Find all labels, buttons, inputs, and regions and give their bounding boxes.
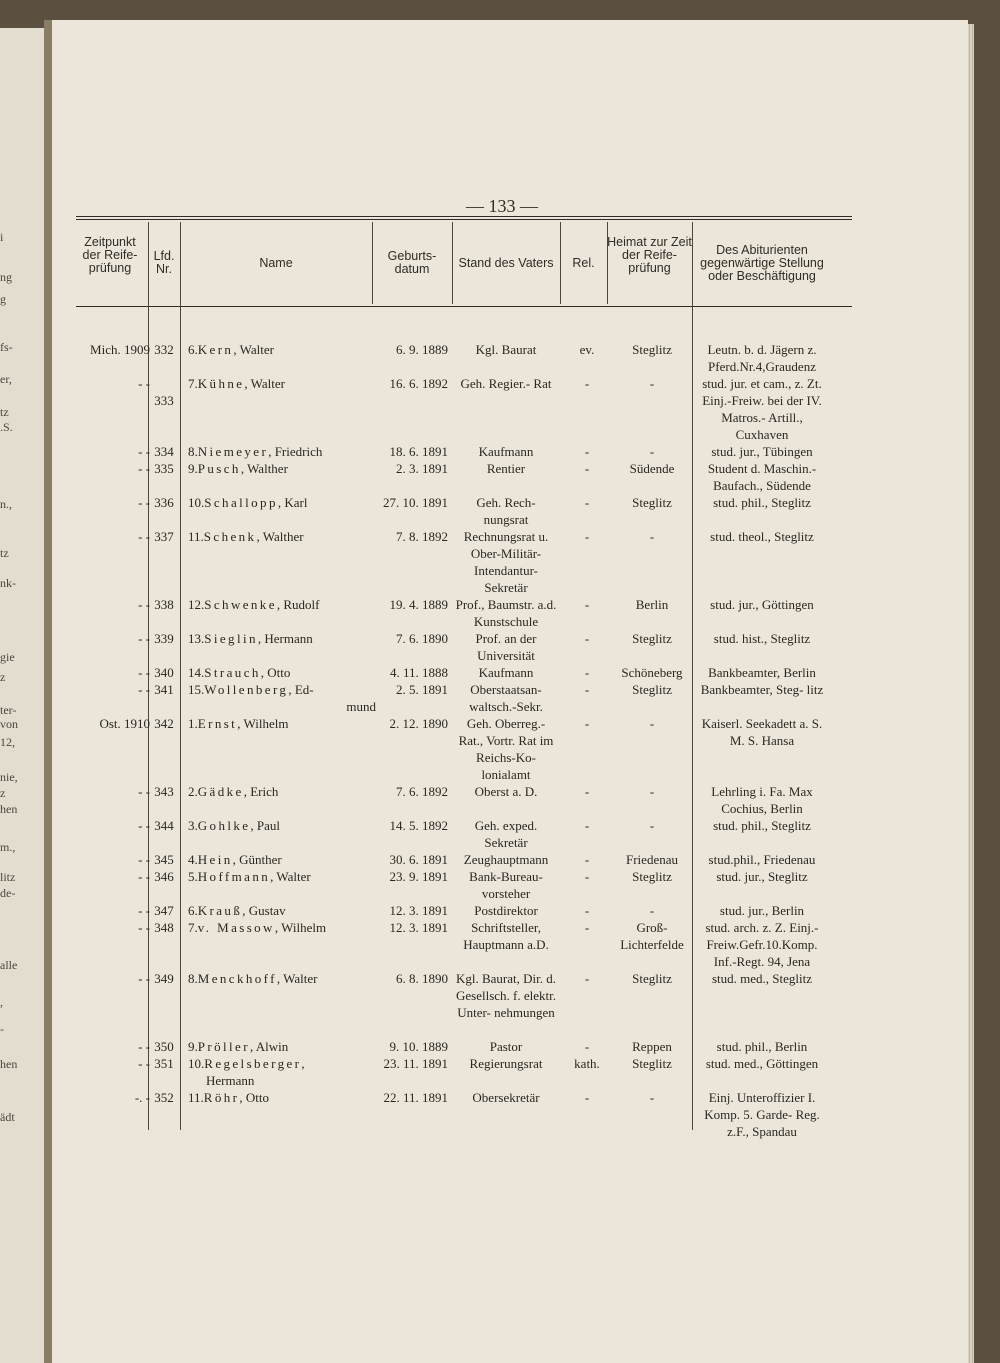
cell-stand-des-vaters: Rentier [486,461,526,476]
cell-geburtsdatum: 27. 10. 1891 [383,495,448,510]
cell-lfd-nr: 343 [154,784,174,799]
name-index: 4. [188,852,198,867]
surname: Kern [197,342,234,357]
cell-stellung: stud. phil., Steglitz [713,818,811,833]
given-name: , Wilhelm [274,920,327,935]
given-name: , Otto [260,665,291,680]
cell-geburtsdatum: 7. 6. 1890 [396,631,448,646]
left-page-fragment: hen [0,802,18,816]
cell-heimat: Reppen [632,1039,672,1054]
cell-zeitpunkt: - - [138,852,150,867]
surname: Röhr [203,1090,240,1105]
given-name: , Walther [256,529,304,544]
given-name: , Walter [233,342,274,357]
col-sep-3 [372,222,373,304]
cell-geburtsdatum: 12. 3. 1891 [389,903,448,918]
cell-zeitpunkt: - - [138,971,150,986]
cell-heimat: Steglitz [632,682,672,697]
name-index: 15. [188,682,205,697]
cell-geburtsdatum: 6. 8. 1890 [396,971,448,986]
cell-religion: kath. [574,1056,600,1071]
name-index: 9. [188,461,198,476]
name-index: 7. [188,920,198,935]
left-page-fragment: nie, [0,770,18,784]
cell-stand-des-vaters: Prof., Baumstr. a.d. Kunstschule [455,597,557,629]
cell-geburtsdatum: 9. 10. 1889 [389,1039,448,1054]
left-page-fragment: z [0,786,6,800]
name-index: 3. [188,818,198,833]
given-name: , Walter [244,376,286,391]
name-index: 11. [188,529,204,544]
cell-zeitpunkt: Mich. 1909 [90,342,150,357]
cell-stellung: stud. jur., Steglitz [716,869,808,884]
header-geburtsdatum: Geburts-datum [387,249,437,277]
cell-zeitpunkt: -. - [134,1090,150,1105]
cell-heimat: - [649,903,655,918]
cell-heimat: Steglitz [632,342,672,357]
cell-stand-des-vaters: Prof. an der Universität [475,631,537,663]
cell-religion: - [584,461,590,476]
col-sep-7 [692,222,693,1130]
cell-stellung: Leutn. b. d. Jägern z. Pferd.Nr.4,Graudenz [707,342,817,374]
cell-stand-des-vaters: Schriftsteller, Hauptmann a.D. [463,920,549,952]
cell-zeitpunkt: Ost. 1910 [99,716,150,731]
cell-geburtsdatum: 30. 6. 1891 [389,852,448,867]
surname: Regelsberger [204,1056,302,1071]
cell-religion: - [584,1039,590,1054]
cell-heimat: Schöneberg [621,665,683,680]
cell-name [188,664,376,681]
cell-heimat: - [649,444,655,459]
cell-stellung: stud. jur., Tübingen [711,444,813,459]
given-name-continued: mund [346,699,376,714]
given-name: , Karl [277,495,308,510]
surname: Strauch [204,665,261,680]
surname: v. Massow [197,920,275,935]
cell-zeitpunkt: - - [138,1039,150,1054]
cell-religion: - [584,631,590,646]
name-index: 12. [188,597,205,612]
name-index: 8. [188,444,198,459]
left-page-fragment: ter- [0,703,17,717]
cell-name [188,460,376,477]
cell-lfd-nr: 344 [154,818,174,833]
surname: Krauß [197,903,243,918]
cell-geburtsdatum: 7. 8. 1892 [396,529,448,544]
cell-stand-des-vaters: Geh. Rech- nungsrat [476,495,536,527]
cell-lfd-nr: 339 [154,631,174,646]
left-page-fragment: - [0,1022,4,1036]
cell-lfd-nr: 349 [154,971,174,986]
cell-religion: - [584,444,590,459]
cell-stellung: stud. med., Göttingen [705,1056,819,1071]
cell-zeitpunkt: - - [138,631,150,646]
cell-lfd-nr: 340 [154,665,174,680]
cell-stellung: Einj. Unteroffizier I. Komp. 5. Garde- Reg. z.F., Spandau [704,1090,820,1139]
header-heimat: Heimat zur Zeit der Reife-prüfung [607,235,692,276]
cell-stand-des-vaters: Kaufmann [478,444,534,459]
cell-geburtsdatum: 7. 6. 1892 [396,784,448,799]
cell-name [188,443,376,460]
surname: Schenk [203,529,257,544]
cell-heimat: - [649,529,655,544]
cell-heimat: Steglitz [632,631,672,646]
cell-name [188,783,376,800]
cell-stellung: Bankbeamter, Steg- litz [700,682,824,697]
cell-stand-des-vaters: Pastor [489,1039,523,1054]
cell-heimat: Steglitz [632,971,672,986]
surname: Pröller [197,1039,250,1054]
left-page-fragment: tz [0,405,9,419]
cell-lfd-nr: 341 [154,682,174,697]
cell-zeitpunkt: - - [138,461,150,476]
name-index: 10. [188,1056,205,1071]
cell-stellung: Student d. Maschin.- Baufach., Südende [707,461,817,493]
cell-stellung: stud. hist., Steglitz [713,631,811,646]
cell-geburtsdatum: 4. 11. 1888 [389,665,448,680]
cell-heimat: Steglitz [632,1056,672,1071]
surname: Niemeyer [197,444,269,459]
col-sep-2 [180,222,181,1130]
cell-religion: - [584,682,590,697]
given-name: , Walter [270,869,311,884]
cell-stand-des-vaters: Rechnungsrat u. Ober-Militär- Intendantur- Sekretär [463,529,549,595]
cell-stand-des-vaters: Geh. Oberreg.- Rat., Vortr. Rat im Reichs-Ko- lonialamt [458,716,554,782]
cell-lfd-nr: 333 [154,393,174,408]
cell-zeitpunkt: - - [138,1056,150,1071]
surname: Gohlke [197,818,251,833]
cell-zeitpunkt: - - [138,920,150,935]
given-name: , [301,1056,305,1071]
cell-geburtsdatum: 23. 11. 1891 [383,1056,448,1071]
cell-stand-des-vaters: Kaufmann [478,665,534,680]
cell-lfd-nr: 337 [154,529,174,544]
cell-religion: - [584,376,590,391]
cell-religion: - [584,818,590,833]
cell-stellung: stud. med., Steglitz [711,971,813,986]
cell-stand-des-vaters: Kgl. Baurat, Dir. d. Gesellsch. f. elektr. Unter- nehmungen [455,971,556,1020]
cell-geburtsdatum: 18. 6. 1891 [389,444,448,459]
surname: Schallopp [204,495,278,510]
name-index: 10. [188,495,205,510]
cell-stellung: stud. arch. z. Z. Einj.- Freiw.Gefr.10.Komp. Inf.-Regt. 94, Jena [705,920,819,969]
cell-geburtsdatum: 2. 5. 1891 [396,682,448,697]
cell-zeitpunkt: - - [138,376,150,391]
name-index: 6. [188,903,198,918]
cell-stand-des-vaters: Postdirektor [474,903,538,918]
left-page-fragment: von [0,717,18,731]
cell-name [188,902,376,919]
cell-name [188,919,376,936]
given-name: , Gustav [242,903,286,918]
cell-stellung: stud. jur., Göttingen [710,597,814,612]
cell-name [188,596,376,613]
cell-zeitpunkt: - - [138,903,150,918]
header-abiturienten: Des Abiturienten gegenwärtige Stellung oder Beschäftigung [700,243,824,284]
cell-stellung: Kaiserl. Seekadett a. S. M. S. Hansa [701,716,823,748]
left-page-fragment: hen [0,1057,18,1071]
left-page-fragment: gie [0,650,15,664]
name-index: 1. [188,716,198,731]
cell-geburtsdatum: 22. 11. 1891 [383,1090,448,1105]
cell-geburtsdatum: 2. 3. 1891 [396,461,448,476]
cell-lfd-nr: 348 [154,920,174,935]
cell-religion: - [584,716,590,731]
cell-geburtsdatum: 19. 4. 1889 [389,597,448,612]
left-page-fragment: nk- [0,576,16,590]
cell-lfd-nr: 335 [154,461,174,476]
cell-name [188,494,376,511]
left-page-fragment: n., [0,497,12,511]
page [52,20,968,1363]
cell-religion: - [584,852,590,867]
cell-heimat: Groß- Lichterfelde [620,920,684,952]
cell-stellung: stud. theol., Steglitz [710,529,814,544]
left-page-fragment: g [0,292,6,306]
cell-name [188,1055,376,1089]
cell-geburtsdatum: 2. 12. 1890 [389,716,448,731]
cell-stellung: stud.phil., Friedenau [708,852,816,867]
given-name: , Günther [232,852,282,867]
surname: Gädke [197,784,244,799]
given-name: , Wilhelm [237,716,289,731]
name-index: 9. [188,1039,198,1054]
cell-stellung: Lehrling i. Fa. Max Cochius, Berlin [711,784,813,816]
cell-stand-des-vaters: Bank-Bureau- vorsteher [469,869,543,901]
surname: Menckhoff [197,971,277,986]
cell-lfd-nr: 336 [154,495,174,510]
surname: Hoffmann [197,869,271,884]
name-index: 7. [188,376,198,391]
cell-stellung: stud. jur. et cam., z. Zt. Einj.-Freiw. bei der IV. Matros.- Artill., Cuxhaven [702,376,822,442]
top-rule-2 [76,219,852,220]
cell-stellung: Bankbeamter, Berlin [708,665,816,680]
cell-name [188,528,376,545]
given-name: , Paul [250,818,281,833]
cell-heimat: Südende [629,461,675,476]
surname: Hein [197,852,233,867]
cell-stand-des-vaters: Oberst a. D. [474,784,538,799]
cell-religion: ev. [579,342,595,357]
cell-zeitpunkt: - - [138,784,150,799]
cell-lfd-nr: 346 [154,869,174,884]
left-page-fragment: ädt [0,1110,15,1124]
cell-stand-des-vaters: Oberstaatsan- waltsch.-Sekr. [469,682,543,714]
cell-stand-des-vaters: Regierungsrat [469,1056,543,1071]
top-rule [76,216,852,217]
header-rule [76,306,852,307]
left-page-fragment: .S. [0,420,13,434]
header-lfd-nr: Lfd. Nr. [153,249,175,277]
cell-religion: - [584,495,590,510]
cell-religion: - [584,920,590,935]
header-stand: Stand des Vaters [458,256,554,270]
cell-geburtsdatum: 6. 9. 1889 [396,342,448,357]
cell-lfd-nr: 351 [154,1056,174,1071]
cell-heimat: Steglitz [632,495,672,510]
cell-stand-des-vaters: Geh. exped. Sekretär [474,818,538,850]
cell-religion: - [584,903,590,918]
cell-lfd-nr: 342 [154,716,174,731]
cell-name [188,341,376,358]
cell-heimat: Berlin [635,597,669,612]
cell-stellung: stud. phil., Steglitz [713,495,811,510]
left-page-fragment: de- [0,886,16,900]
name-index: 11. [188,1090,204,1105]
cell-name [188,715,376,732]
cell-heimat: Friedenau [626,852,678,867]
cell-geburtsdatum: 16. 6. 1892 [389,376,448,391]
left-page-fragment: fs- [0,340,13,354]
cell-lfd-nr: 350 [154,1039,174,1054]
left-page-fragment: er, [0,372,12,386]
cell-heimat: Steglitz [632,869,672,884]
cell-zeitpunkt: - - [138,597,150,612]
left-page-fragment: , [0,995,3,1009]
cell-geburtsdatum: 23. 9. 1891 [389,869,448,884]
cell-lfd-nr: 347 [154,903,174,918]
given-name: , Walther [240,461,288,476]
cell-zeitpunkt: - - [138,682,150,697]
given-name: , Hermann [257,631,313,646]
cell-stand-des-vaters: Geh. Regier.- Rat [460,376,552,391]
cell-name [188,681,376,715]
cell-zeitpunkt: - - [138,495,150,510]
cell-name [188,1089,376,1106]
left-page-fragment: 12, [0,735,15,749]
cell-heimat: - [649,376,655,391]
cell-heimat: - [649,818,655,833]
cell-name [188,630,376,647]
cell-lfd-nr: 352 [154,1090,174,1105]
left-page-fragment: z [0,670,6,684]
given-name: , Alwin [249,1039,289,1054]
cell-lfd-nr: 338 [154,597,174,612]
name-index: 14. [188,665,205,680]
header-zeitpunkt: Zeitpunkt der Reife-prüfung [82,235,138,276]
name-index: 2. [188,784,198,799]
cell-zeitpunkt: - - [138,444,150,459]
header-rel: Rel. [572,256,595,270]
given-name: , Ed- [288,682,314,697]
cell-stellung: stud. phil., Berlin [716,1039,808,1054]
cell-name [188,868,376,885]
surname: Sieglin [204,631,258,646]
name-index: 8. [188,971,198,986]
given-name-continued: Hermann [206,1073,255,1088]
cell-religion: - [584,971,590,986]
left-page-fragment: m., [0,840,16,854]
cell-name [188,851,376,868]
cell-lfd-nr: 345 [154,852,174,867]
given-name: , Rudolf [276,597,320,612]
cell-name [188,1038,376,1055]
name-index: 6. [188,342,198,357]
cell-lfd-nr: 334 [154,444,174,459]
left-page-fragment: i [0,230,4,244]
cell-religion: - [584,1090,590,1105]
name-index: 13. [188,631,205,646]
cell-heimat: - [649,1090,655,1105]
name-index: 5. [188,869,198,884]
left-page-fragment: tz [0,546,9,560]
cell-religion: - [584,529,590,544]
cell-heimat: - [649,784,655,799]
cell-name [188,970,376,987]
surname: Pusch [197,461,241,476]
cell-religion: - [584,784,590,799]
given-name: , Walter [276,971,318,986]
cell-zeitpunkt: - - [138,869,150,884]
cell-religion: - [584,597,590,612]
cell-name [188,375,376,392]
cell-stand-des-vaters: Obersekretär [472,1090,540,1105]
left-page-fragment: ng [0,270,12,284]
left-page-fragment: alle [0,958,18,972]
surname: Wollenberg [204,682,289,697]
cell-geburtsdatum: 14. 5. 1892 [389,818,448,833]
given-name: , Otto [239,1090,270,1105]
surname: Ernst [197,716,238,731]
surname: Kühne [197,376,245,391]
cell-heimat: - [649,716,655,731]
page-number: — 133 — [466,196,538,216]
cell-stellung: stud. jur., Berlin [719,903,805,918]
cell-zeitpunkt: - - [138,529,150,544]
cell-zeitpunkt: - - [138,818,150,833]
cell-geburtsdatum: 12. 3. 1891 [389,920,448,935]
cell-zeitpunkt: - - [138,665,150,680]
cell-stand-des-vaters: Zeughauptmann [463,852,549,867]
cell-name [188,817,376,834]
left-page-fragment: litz [0,870,16,884]
cell-religion: - [584,665,590,680]
given-name: , Friedrich [268,444,323,459]
cell-lfd-nr: 332 [154,342,174,357]
cell-religion: - [584,869,590,884]
header-name: Name [259,256,293,270]
surname: Schwenke [204,597,277,612]
given-name: , Erich [243,784,279,799]
cell-stand-des-vaters: Kgl. Baurat [475,342,537,357]
